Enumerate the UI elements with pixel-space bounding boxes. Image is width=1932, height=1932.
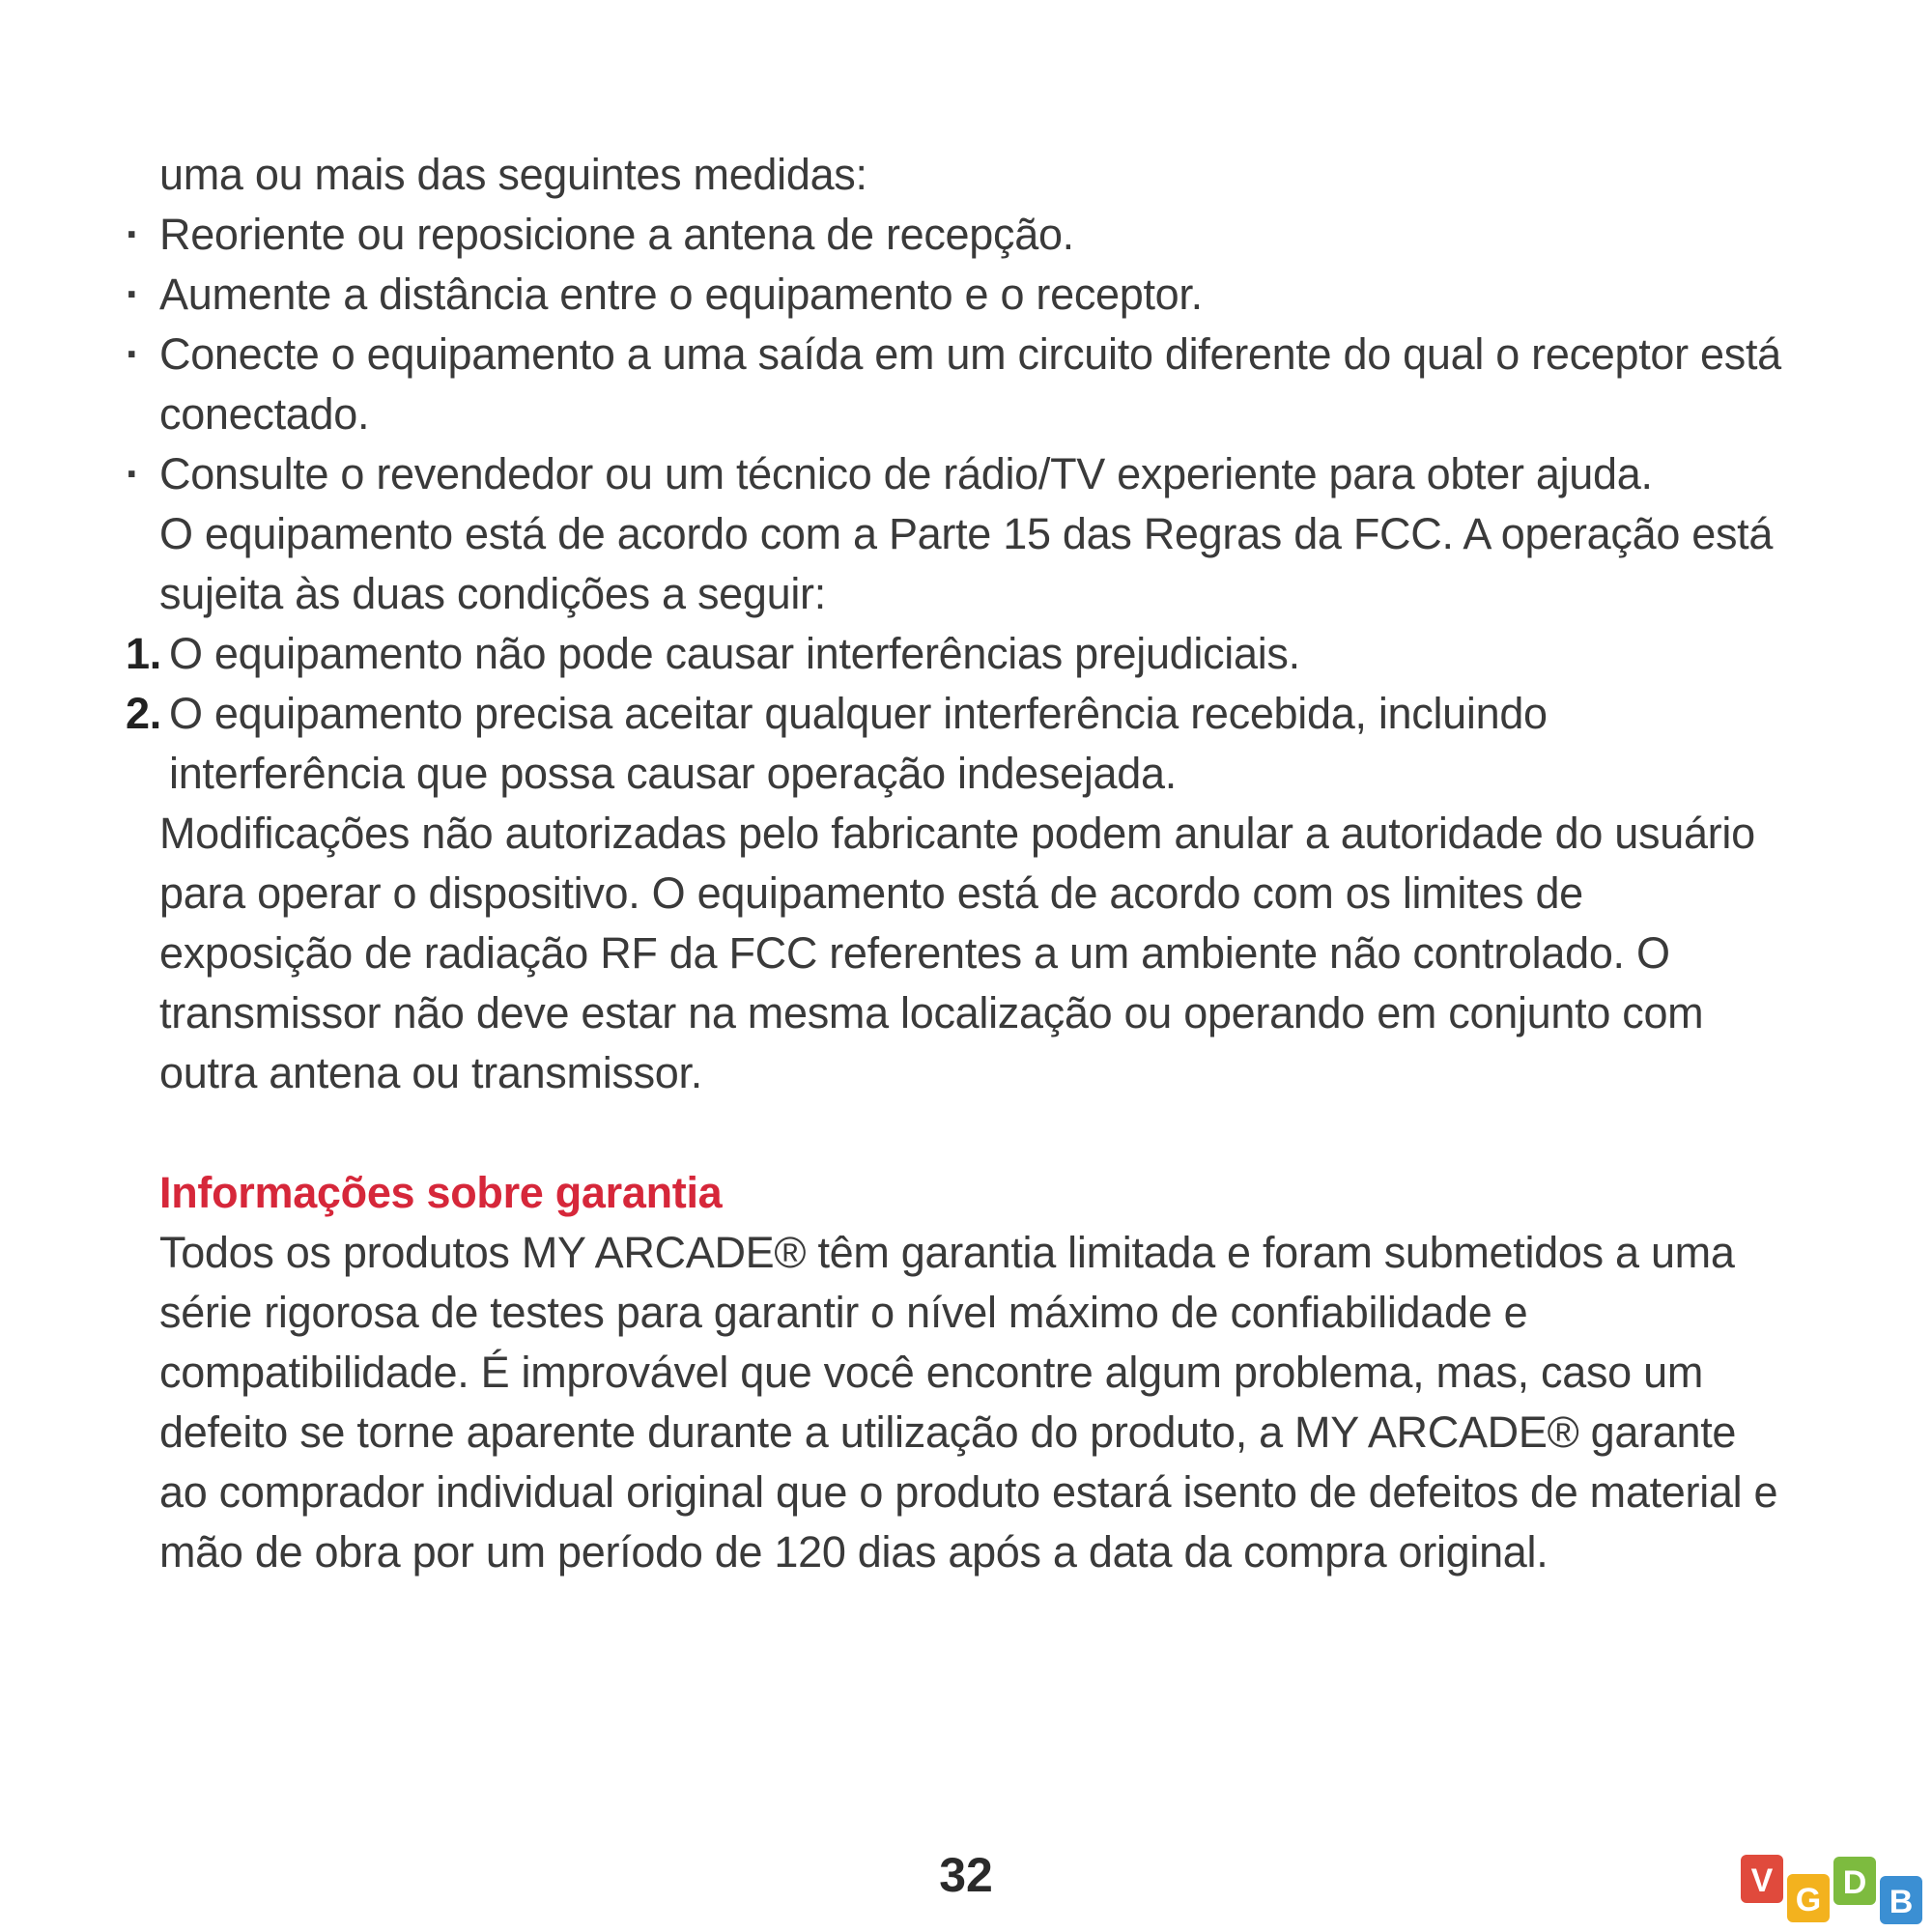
warranty-paragraph: Todos os produtos MY ARCADE® têm garantia limitada e foram submetidos a uma série rigorosa de testes para garantir o nível máximo de confiabilidade e compatibilidade. É improvável que você encontre algum problema, mas, caso um defeito se torne aparente durante a utilização do produto, a MY ARCADE® garante ao comprador individual original que o produto estará isento de defeitos de material e mão de obra por um período de 120 dias após a data da compra original. bbox=[159, 1228, 1778, 1577]
logo-tile-b bbox=[1880, 1876, 1922, 1924]
logo-letter: G bbox=[1795, 1882, 1822, 1918]
logo-letter: D bbox=[1842, 1864, 1867, 1901]
logo-letter: V bbox=[1750, 1862, 1774, 1899]
list-item-text: Conecte o equipamento a uma saída em um circuito diferente do qual o receptor está conectado. bbox=[159, 329, 1781, 439]
warranty-heading: Informações sobre garantia bbox=[159, 1168, 723, 1217]
vgdb-watermark-logo bbox=[1739, 1853, 1932, 1930]
logo-tile-d bbox=[1833, 1857, 1876, 1905]
condition-number: 2. bbox=[126, 689, 161, 738]
intro-line: uma ou mais das seguintes medidas: bbox=[159, 150, 867, 199]
page-number: 32 bbox=[939, 1848, 993, 1902]
condition-item bbox=[126, 684, 1787, 804]
list-item-text: Reoriente ou reposicione a antena de recepção. bbox=[159, 210, 1074, 259]
bullet-marker: · bbox=[126, 210, 140, 259]
list-item bbox=[126, 444, 1787, 504]
logo-tile-v bbox=[1741, 1855, 1783, 1903]
list-item-text: Aumente a distância entre o equipamento e o receptor. bbox=[159, 270, 1203, 319]
condition-text: O equipamento precisa aceitar qualquer interferência recebida, incluindo interferência que possa causar operação indesejada. bbox=[169, 689, 1548, 798]
bullet-marker: · bbox=[126, 449, 140, 498]
fcc-paragraph: O equipamento está de acordo com a Parte 15 das Regras da FCC. A operação está sujeita às duas condições a seguir: bbox=[159, 509, 1774, 618]
bullet-marker: · bbox=[126, 329, 140, 379]
measures-list bbox=[126, 205, 1787, 504]
list-item-text: Consulte o revendedor ou um técnico de rádio/TV experiente para obter ajuda. bbox=[159, 449, 1653, 498]
condition-text: O equipamento não pode causar interferências prejudiciais. bbox=[169, 629, 1300, 678]
page-content bbox=[126, 145, 1787, 1582]
conditions-list bbox=[126, 624, 1787, 804]
logo-letter: B bbox=[1889, 1884, 1914, 1920]
condition-item bbox=[126, 624, 1787, 684]
logo-tile-g bbox=[1787, 1874, 1830, 1922]
bullet-marker: · bbox=[126, 270, 140, 319]
condition-number: 1. bbox=[126, 629, 161, 678]
list-item bbox=[126, 265, 1787, 325]
list-item bbox=[126, 325, 1787, 444]
list-item bbox=[126, 205, 1787, 265]
modifications-paragraph: Modificações não autorizadas pelo fabricante podem anular a autoridade do usuário para operar o dispositivo. O equipamento está de acordo com os limites de exposição de radiação RF da FCC referentes a um ambiente não controlado. O transmissor não deve estar na mesma localização ou operando em conjunto com outra antena ou transmissor. bbox=[159, 809, 1755, 1097]
